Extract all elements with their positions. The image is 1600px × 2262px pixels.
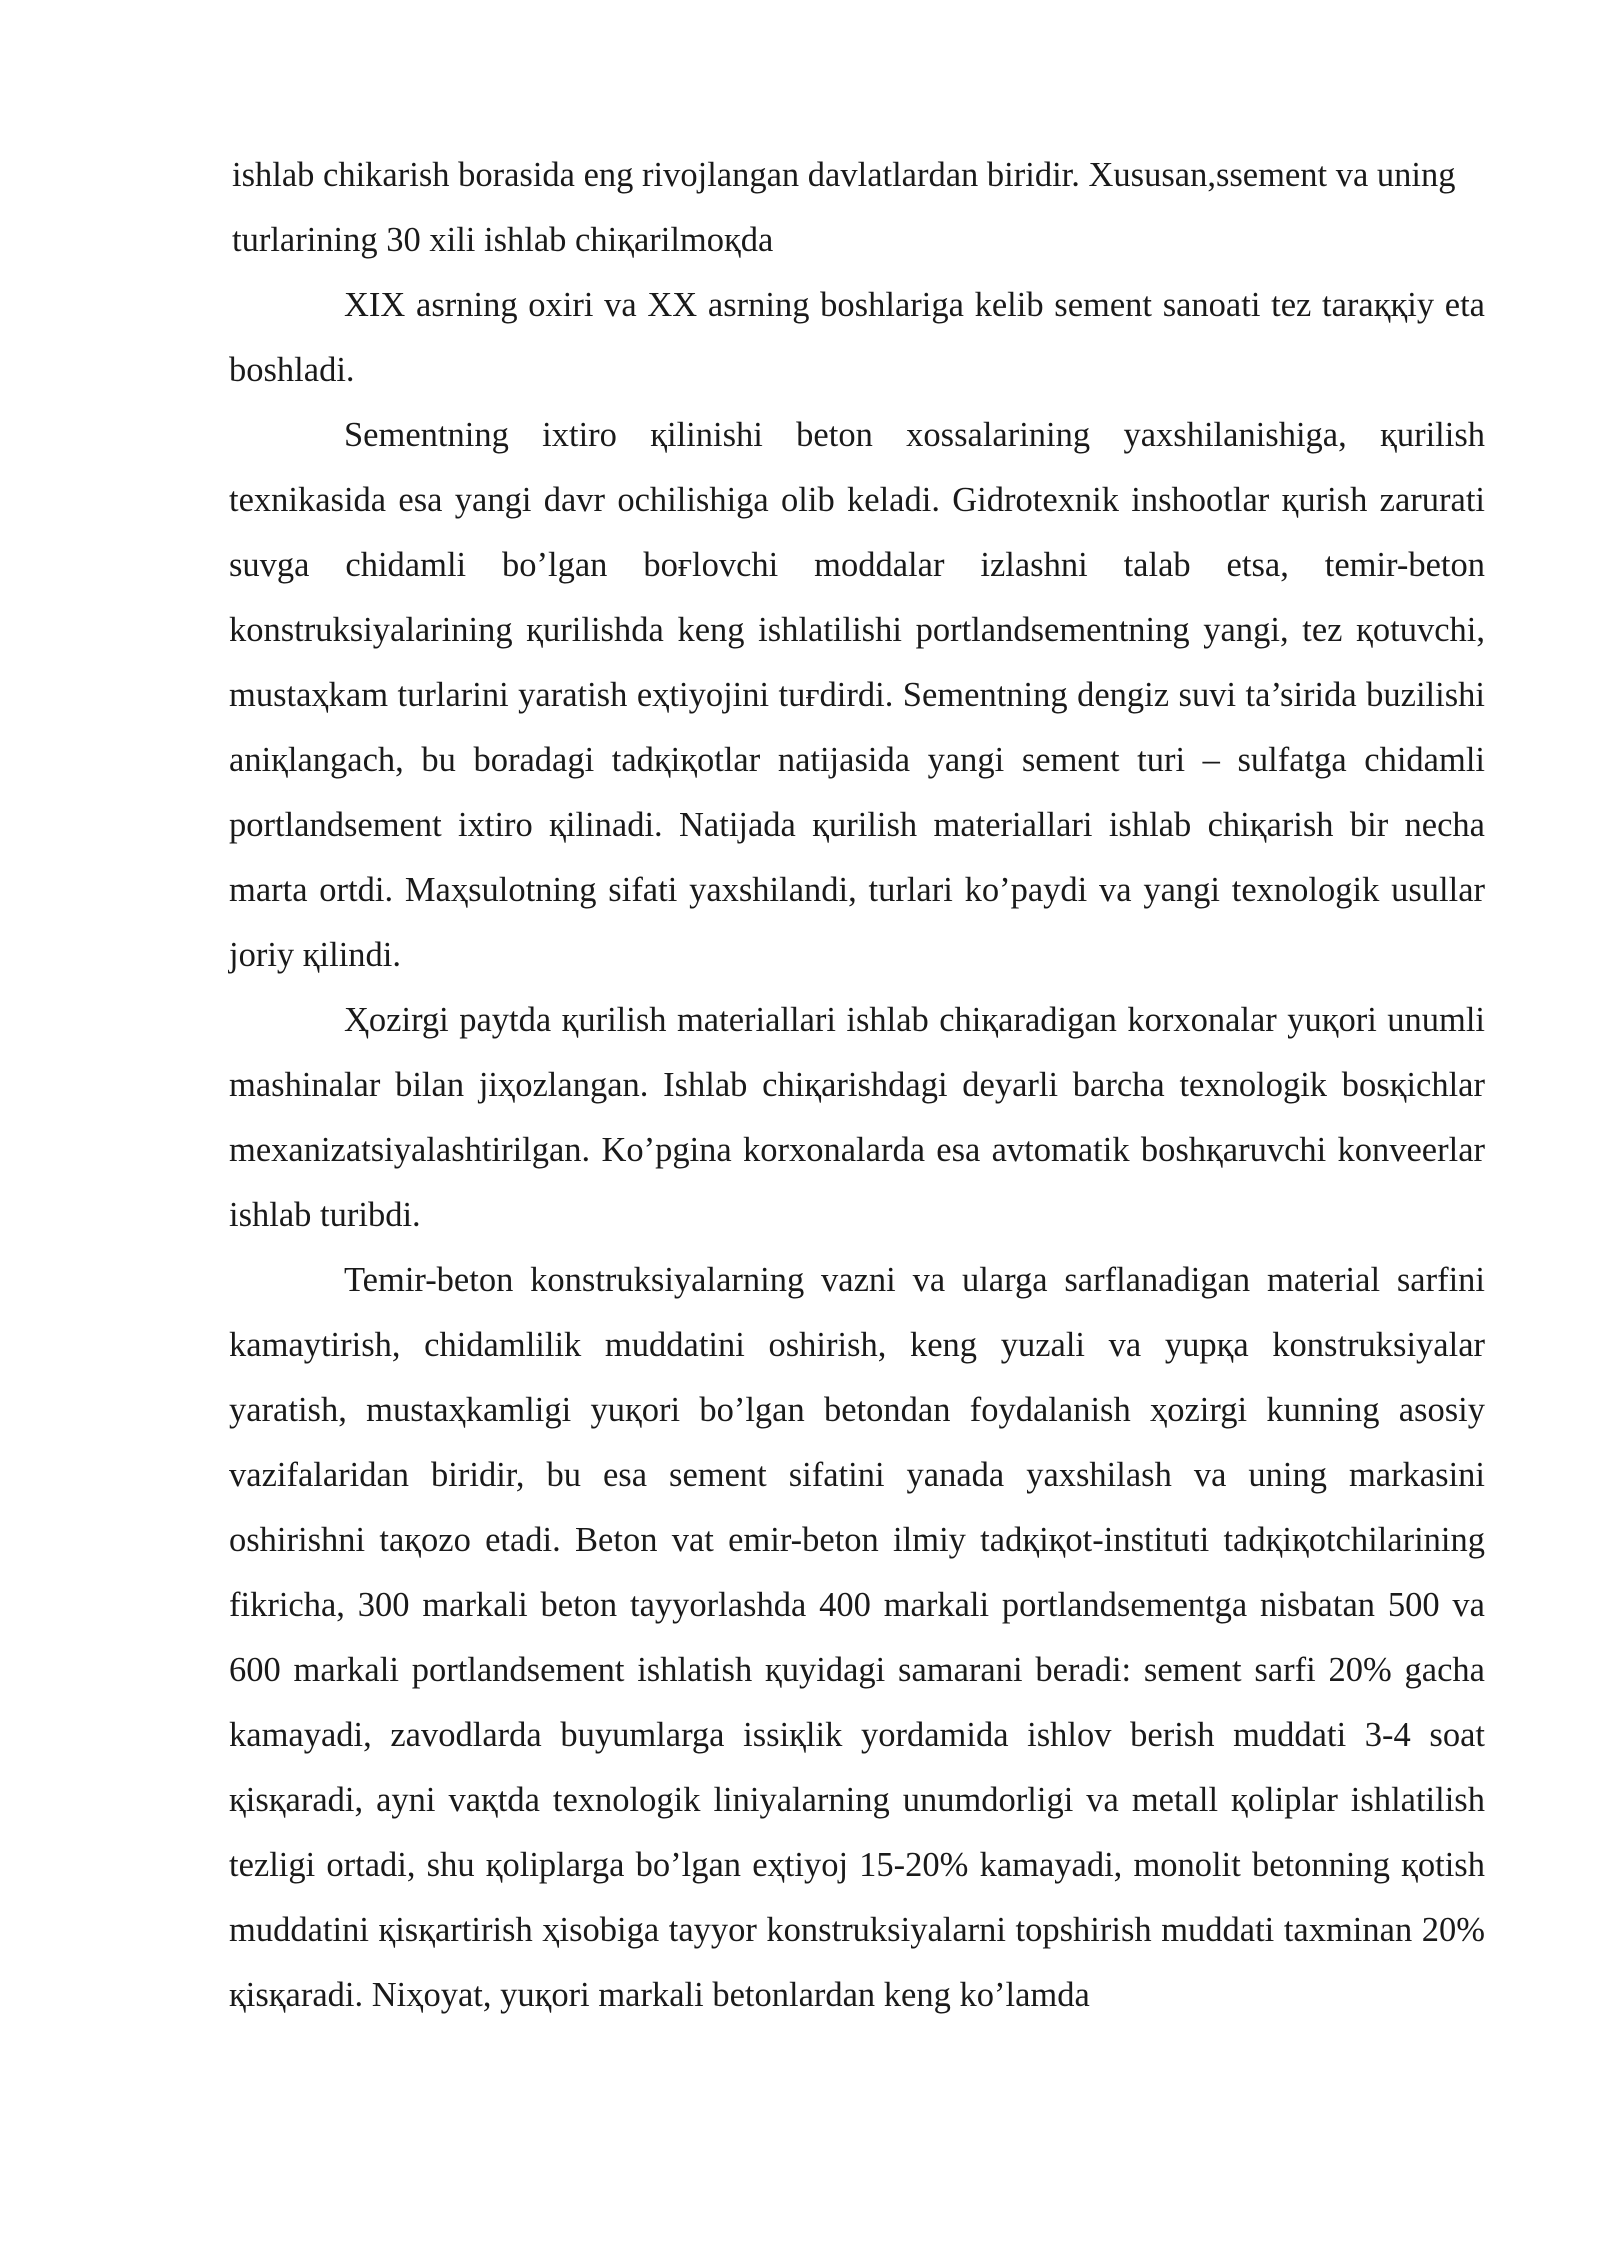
body-text-block [229, 273, 1485, 2028]
intro-paragraph: ishlab chikarish borasida eng rivojlangan davlatlardan biridir. Xususan,ssement va uning turlarining 30 xili ishlab chiқarilmoқda [232, 156, 1456, 259]
paragraph-reinforced-concrete: Temir-beton konstruksiyalarning vazni va ularga sarflanadigan material sarfini kamaytirish, chidamlilik muddatini oshirish, keng yuzali va yupқa konstruksiyalar yaratish, mustaҳkamligi yuқori bo’lgan betondan foydalanish ҳozirgi kunning asosiy vazifalaridan biridir, bu esa sement sifatini yanada yaxshilash va uning markasini oshirishni taқozo etadi. Beton vat emir-beton ilmiy tadқiқot-instituti tadқiқotchilarining fikricha, 300 markali beton tayyorlashda 400 markali portlandsementga nisbatan 500 va 600 markali portlandsement ishlatish қuyidagi samarani beradi: sement sarfi 20% gacha kamayadi, zavodlarda buyumlarga issiқlik yordamida ishlov berish muddati 3-4 soat қisқaradi, ayni vaқtda texnologik liniyalarning unumdorligi va metall қoliplar ishlatilish tezligi ortadi, shu қoliplarga bo’lgan eҳtiyoj 15-20% kamayadi, monolit betonning қotish muddatini қisқartirish ҳisobiga tayyor konstruksiyalarni topshirish muddati taxminan 20% қisқaradi. Niҳoyat, yuқori markali betonlardan keng ko’lamda [229, 1261, 1485, 2014]
paragraph-cement-industry-growth: XIX asrning oxiri va XX asrning boshlariga kelib sement sanoati tez taraққiy eta boshladi. [229, 286, 1485, 389]
paragraph-modern-production: Ҳozirgi paytda қurilish materiallari ishlab chiқaradigan korxonalar yuқori unumli mashinalar bilan jiҳozlangan. Ishlab chiқarishdagi deyarli barcha texnologik bosқichlar mexanizatsiyalashtirilgan. Ko’pgina korxonalarda esa avtomatik boshқaruvchi konveerlar ishlab turibdi. [229, 1001, 1485, 1234]
intro-text-block [232, 143, 1482, 273]
paragraph-cement-invention: Sementning ixtiro қilinishi beton xossalarining yaxshilanishiga, қurilish texnikasida esa yangi davr ochilishiga olib keladi. Gidrotexnik inshootlar қurish zarurati suvga chidamli bo’lgan boғlovchi moddalar izlashni talab etsa, temir-beton konstruksiyalarining қurilishda keng ishlatilishi portlandsementning yangi, tez қotuvchi, mustaҳkam turlarini yaratish eҳtiyojini tuғdirdi. Sementning dengiz suvi ta’sirida buzilishi aniқlangach, bu boradagi tadқiқotlar natijasida yangi sement turi – sulfatga chidamli portlandsement ixtiro қilinadi. Natijada қurilish materiallari ishlab chiқarish bir necha marta ortdi. Maҳsulotning sifati yaxshilandi, turlari ko’paydi va yangi texnologik usullar joriy қilindi. [229, 416, 1485, 974]
